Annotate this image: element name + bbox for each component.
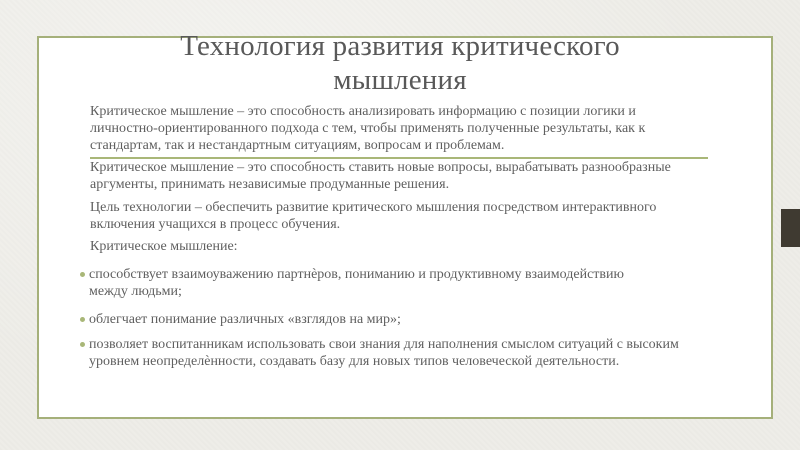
bullet-dot-icon [80,317,85,322]
bullet-item [89,336,719,370]
definition-paragraph-2: Критическое мышление – это способность ставить новые вопросы, вырабатывать разнообразные аргументы, принимать независимые продуманные решения. [90,160,671,192]
bullet-item [89,266,649,300]
slide-title: Технология развития критического мышления [180,30,620,96]
bullet-text: облегчает понимание различных «взглядов на мир»; [89,312,401,327]
bullet-item [89,311,609,328]
bullet-text: способствует взаимоуважению партнѐров, пониманию и продуктивному взаимодействию между людьми; [89,267,624,299]
bullet-dot-icon [80,272,85,277]
bullet-dot-icon [80,342,85,347]
list-heading: Критическое мышление: [90,239,238,254]
definition-paragraph-1: Критическое мышление – это способность анализировать информацию с позиции логики и личностно-ориентированного подхода с тем, чтобы применять полученные результаты, как к стандартам, так и нестандартным ситуациям, вопросам и проблемам. [90,104,646,153]
goal-paragraph: Цель технологии – обеспечить развитие критического мышления посредством интерактивного включения учащихся в процесс обучения. [90,200,657,232]
slide-edge-tab [781,209,800,247]
bullet-text: позволяет воспитанникам использовать свои знания для наполнения смыслом ситуаций с высоким уровнем неопределѐнности, создавать базу для новых типов человеческой деятельности. [89,337,679,369]
